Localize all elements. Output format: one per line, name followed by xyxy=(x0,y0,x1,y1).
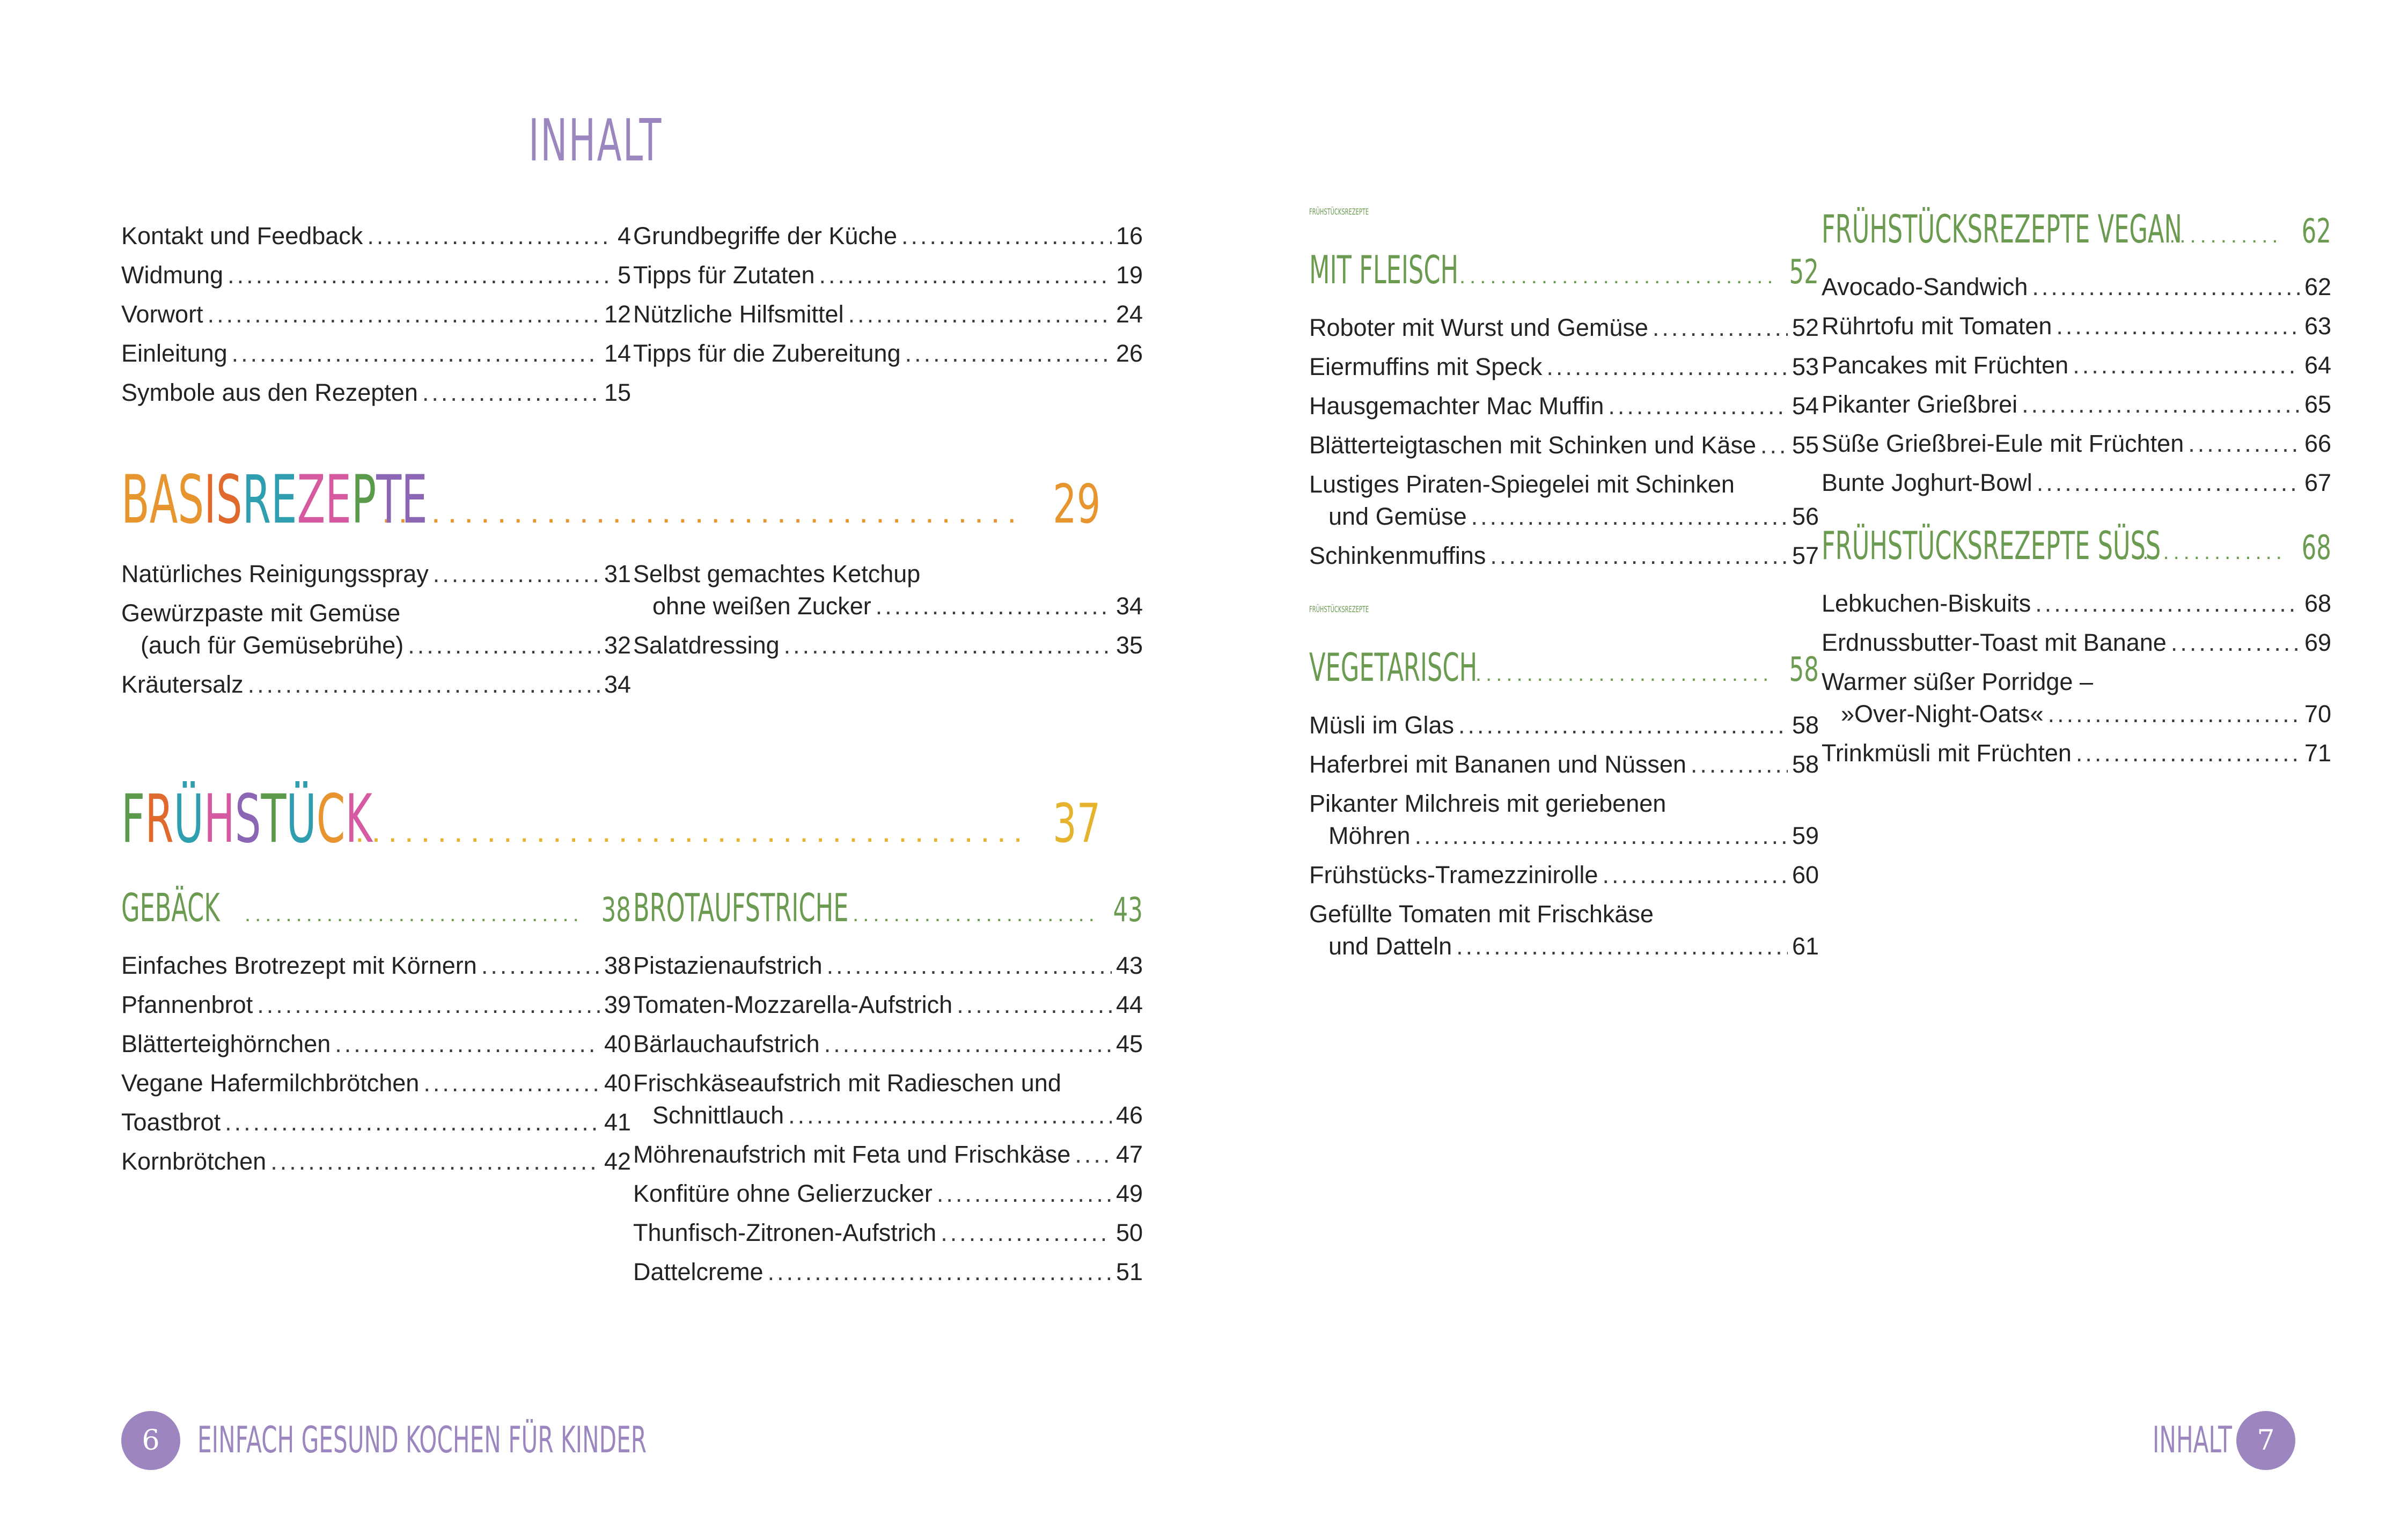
toc-entry[interactable]: Süße Grießbrei-Eule mit Früchten ..... 66 xyxy=(1822,428,2331,460)
subsection-heading-mit-fleisch[interactable]: FRÜHSTÜCKSREZEPTE MIT FLEISCH ..... 52 xyxy=(1309,207,1819,292)
toc-entry[interactable]: Schinkenmuffins ..... 57 xyxy=(1309,540,1819,572)
toc-entry[interactable]: Rührtofu mit Tomaten ..... 63 xyxy=(1822,310,2331,342)
leader-dots xyxy=(382,493,1024,530)
toc-entry[interactable]: Avocado-Sandwich ..... 62 xyxy=(1822,271,2331,303)
toc-entry[interactable]: Pfannenbrot ..... 39 xyxy=(121,989,631,1021)
toc-entry[interactable]: Bunte Joghurt-Bowl ..... 67 xyxy=(1822,467,2331,499)
toc-entry[interactable]: Tomaten-Mozzarella-Aufstrich ..... 44 xyxy=(633,989,1143,1021)
toc-entry[interactable]: Kräutersalz ..... 34 xyxy=(121,668,631,701)
subsection-heading-vegetarisch[interactable]: FRÜHSTÜCKSREZEPTE VEGETARISCH ..... 58 xyxy=(1309,604,1819,690)
leader-dots xyxy=(355,812,1024,849)
toc-top-right xyxy=(633,220,1143,377)
toc-entry[interactable]: Grundbegriffe der Küche ..... 16 xyxy=(633,220,1143,252)
toc-entry[interactable]: Müsli im Glas ..... 58 xyxy=(1309,709,1819,741)
section-label: BASISREZEPTE xyxy=(121,461,428,539)
toc-entry[interactable]: Vorwort ..... 12 xyxy=(121,298,631,330)
toc-entry[interactable]: Frischkäseaufstrich mit Radieschen und Schnittlauch ..... 46 xyxy=(633,1067,1143,1131)
toc-entry[interactable]: Widmung ..... 5 xyxy=(121,259,631,291)
toc-entry[interactable]: Nützliche Hilfsmittel ..... 24 xyxy=(633,298,1143,330)
toc-entry[interactable]: Kornbrötchen ..... 42 xyxy=(121,1145,631,1178)
toc-entry[interactable]: Vegane Hafermilchbrötchen ..... 40 xyxy=(121,1067,631,1099)
toc-entry[interactable]: Einfaches Brotrezept mit Körnern ..... 38 xyxy=(121,950,631,982)
toc-entry[interactable]: Dattelcreme ..... 51 xyxy=(633,1256,1143,1288)
toc-entry[interactable]: Eiermuffins mit Speck ..... 53 xyxy=(1309,351,1819,383)
toc-entry[interactable]: Toastbrot ..... 41 xyxy=(121,1106,631,1138)
toc-entry[interactable]: Kontakt und Feedback ..... 4 xyxy=(121,220,631,252)
toc-entry[interactable]: Blätterteigtaschen mit Schinken und Käse ..... 55 xyxy=(1309,429,1819,461)
toc-entry[interactable]: Symbole aus den Rezepten ..... 15 xyxy=(121,377,631,409)
toc-entry[interactable]: Hausgemachter Mac Muffin ..... 54 xyxy=(1309,390,1819,422)
section-heading-fruehstueck[interactable] xyxy=(121,781,1100,858)
subsection-heading-suess[interactable]: FRÜHSTÜCKSREZEPTE SÜSS ..... 68 xyxy=(1822,523,2331,568)
toc-entry[interactable]: Möhrenaufstrich mit Feta und Frischkäse ..... 47 xyxy=(633,1138,1143,1171)
toc-gebaeck xyxy=(121,885,631,1185)
toc-entry[interactable]: Natürliches Reinigungsspray ..... 31 xyxy=(121,558,631,590)
page-number-left: 6 xyxy=(121,1411,180,1470)
toc-entry[interactable]: Warmer süßer Porridge – »Over-Night-Oats« ..... 70 xyxy=(1822,666,2331,730)
section-page: 29 xyxy=(1052,473,1100,535)
running-title-right: INHALT xyxy=(2153,1419,2232,1461)
toc-entry[interactable]: Frühstücks-Tramezzinirolle ..... 60 xyxy=(1309,859,1819,891)
toc-entry[interactable]: Konfitüre ohne Gelierzucker ..... 49 xyxy=(633,1178,1143,1210)
toc-entry[interactable]: Haferbrei mit Bananen und Nüssen ..... 58 xyxy=(1309,748,1819,781)
toc-entry[interactable]: Tipps für die Zubereitung ..... 26 xyxy=(633,337,1143,370)
toc-basis-right xyxy=(633,558,1143,668)
toc-entry[interactable]: Erdnussbutter-Toast mit Banane ..... 69 xyxy=(1822,627,2331,659)
section-label: FRÜHSTÜCK xyxy=(121,781,372,858)
toc-entry[interactable]: Salatdressing ..... 35 xyxy=(633,629,1143,662)
toc-entry[interactable]: Bärlauchaufstrich ..... 45 xyxy=(633,1028,1143,1060)
toc-entry[interactable]: Einleitung ..... 14 xyxy=(121,337,631,370)
toc-entry[interactable]: Pistazienaufstrich ..... 43 xyxy=(633,950,1143,982)
toc-entry[interactable]: Gefüllte Tomaten mit Frischkäse und Datteln ..... 61 xyxy=(1309,898,1819,962)
toc-top-left xyxy=(121,220,631,416)
subsection-heading-vegan[interactable]: FRÜHSTÜCKSREZEPTE VEGAN ..... 62 xyxy=(1822,207,2331,252)
subsection-heading-brotaufstriche[interactable]: BROTAUFSTRICHE ..... 43 xyxy=(633,885,1143,930)
page-number-right: 7 xyxy=(2236,1411,2295,1470)
toc-entry[interactable]: Blätterteighörnchen ..... 40 xyxy=(121,1028,631,1060)
toc-entry[interactable]: Pancakes mit Früchten ..... 64 xyxy=(1822,349,2331,381)
section-page: 37 xyxy=(1052,792,1100,855)
toc-entry[interactable]: Selbst gemachtes Ketchup ohne weißen Zucker ..... 34 xyxy=(633,558,1143,622)
toc-entry[interactable]: Pikanter Milchreis mit geriebenen Möhren ..... 59 xyxy=(1309,788,1819,852)
toc-entry[interactable]: Gewürzpaste mit Gemüse (auch für Gemüsebrühe) ..... 32 xyxy=(121,597,631,662)
toc-entry[interactable]: Lustiges Piraten-Spiegelei mit Schinken und Gemüse ..... 56 xyxy=(1309,468,1819,533)
subsection-heading-gebaeck[interactable]: GEBÄCK ..... 38 xyxy=(121,885,631,930)
running-title-left: EINFACH GESUND KOCHEN FÜR KINDER xyxy=(197,1419,647,1461)
toc-vegan xyxy=(1822,207,2331,776)
section-heading-basisrezepte[interactable] xyxy=(121,461,1100,539)
toc-entry[interactable]: Lebkuchen-Biskuits ..... 68 xyxy=(1822,587,2331,620)
toc-entry[interactable]: Tipps für Zutaten ..... 19 xyxy=(633,259,1143,291)
toc-entry[interactable]: Thunfisch-Zitronen-Aufstrich ..... 50 xyxy=(633,1217,1143,1249)
toc-brotaufstriche xyxy=(633,885,1143,1295)
toc-entry[interactable]: Trinkmüsli mit Früchten ..... 71 xyxy=(1822,737,2331,769)
toc-mit-fleisch xyxy=(1309,207,1819,969)
toc-entry[interactable]: Roboter mit Wurst und Gemüse ..... 52 xyxy=(1309,312,1819,344)
page-title: INHALT xyxy=(528,107,663,174)
toc-basis-left xyxy=(121,558,631,708)
toc-entry[interactable]: Pikanter Grießbrei ..... 65 xyxy=(1822,388,2331,421)
